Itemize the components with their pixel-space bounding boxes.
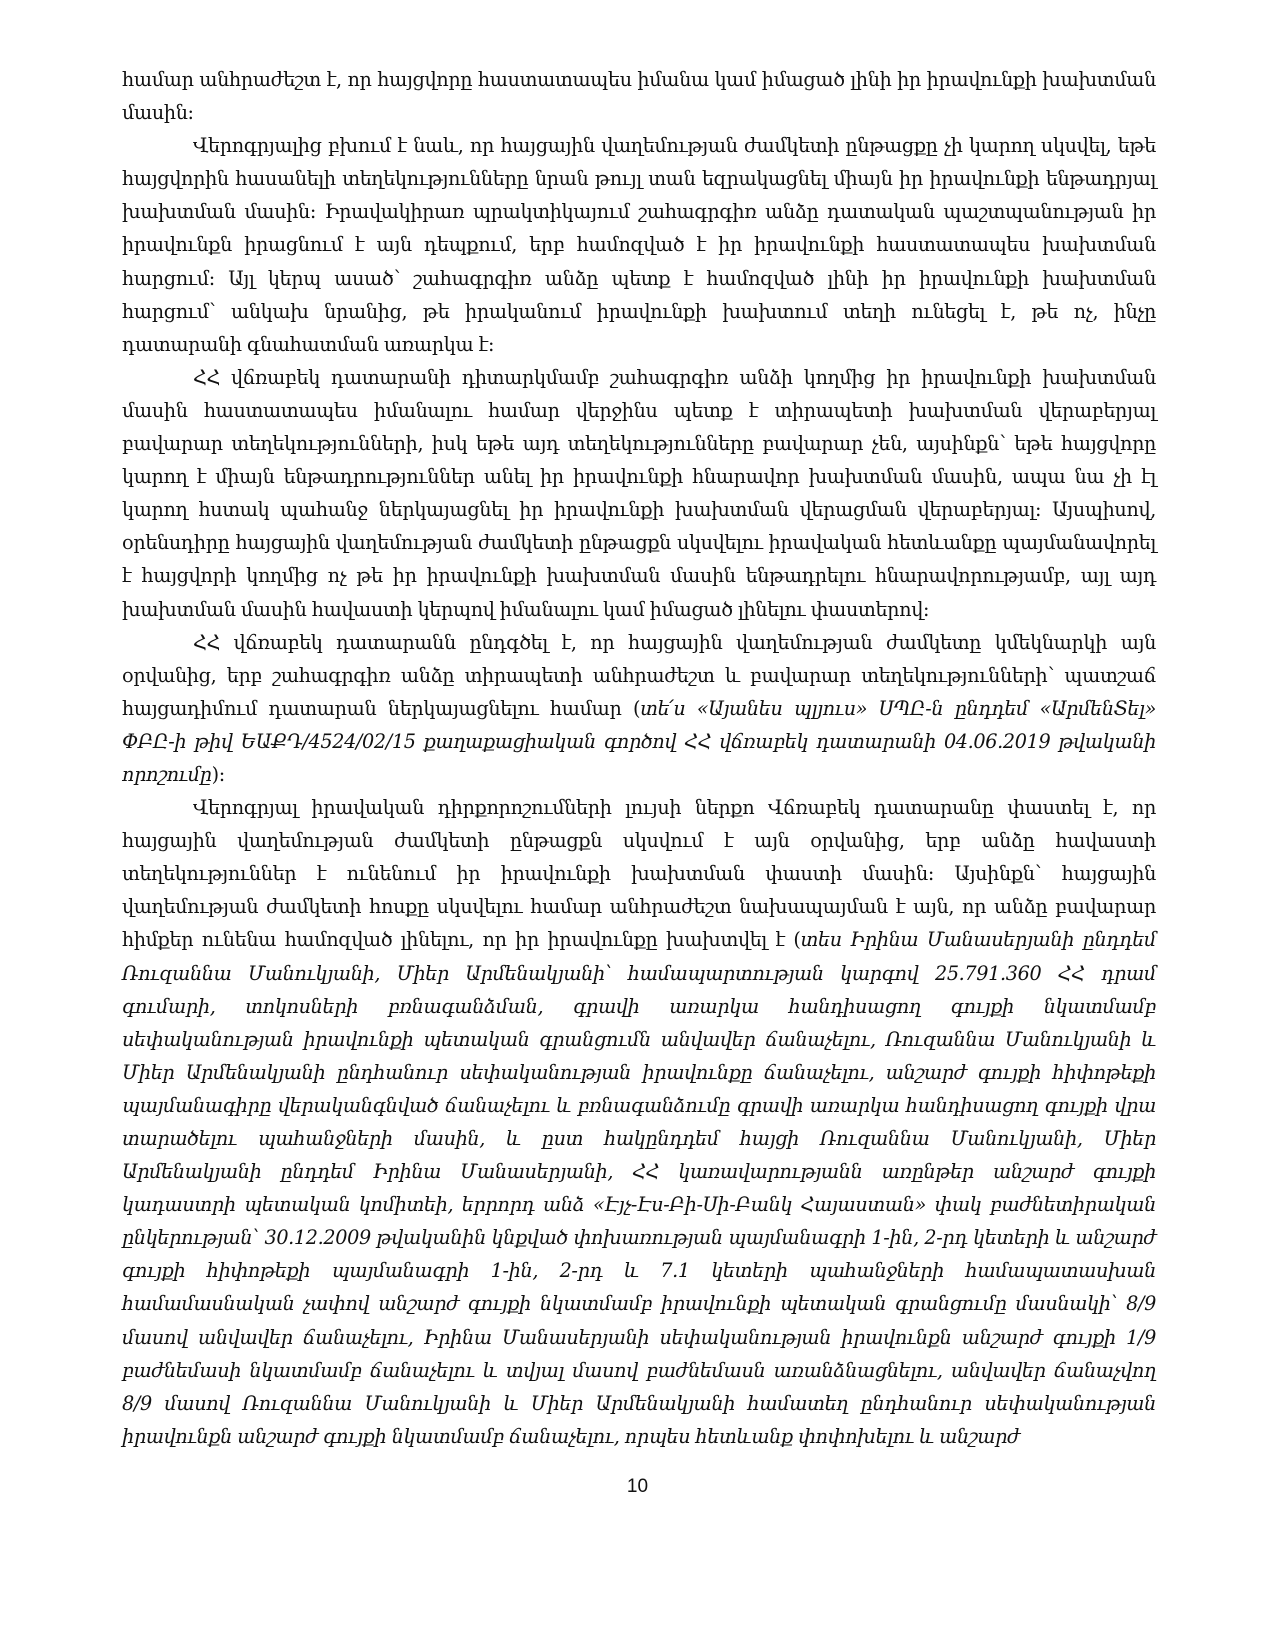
page-number: 10 <box>626 1476 649 1497</box>
paragraph-5-text: Վերոգրյալ իրավական դիրքորոշումների լույսի ներքո Վճռաբեկ դատարանը փաստել է, որ հայցային վաղեմության ժամկետի ընթացքն սկսվում է այն օրվանից, երբ անձը հավաստի տեղեկություններ է ունենում իր իրավունքի խախտման փաստի մասին: Այսինքն՝ հայցային վաղեմության ժամկետի հոսքը սկսվելու համար անհրաժեշտ նախապայման է այն, որ անձը բավարար հիմքեր ունենա համոզված լինելու, որ իր իրավունքը խախտվել է ( <box>122 796 1156 952</box>
paragraph-3 <box>122 361 1156 626</box>
paragraph-2 <box>122 129 1156 361</box>
paragraph-3-text: ՀՀ վճռաբեկ դատարանի դիտարկմամբ շահագրգիռ անձի կողմից իր իրավունքի խախտման մասին հաստատապես իմանալու համար վերջինս պետք է տիրապետի խախտման վերաբերյալ բավարար տեղեկությունների, իսկ եթե այդ տեղեկությունները բավարար չեն, այսինքն՝ եթե հայցվորը կարող է միայն ենթադրություններ անել իր իրավունքի հնարավոր խախտման մասին, ապա նա չի էլ կարող հստակ պահանջ ներկայացնել իր իրավունքի խախտման վերացման վերաբերյալ: Այսպիսով, օրենսդիրը հայցային վաղեմության ժամկետի ընթացքն սկսվելու իրավական հետևանքը պայմանավորել է հայցվորի կողմից ոչ թե իր իրավունքի խախտման մասին ենթադրելու հնարավորությամբ, այլ այդ խախտման մասին հավաստի կերպով իմանալու կամ իմացած լինելու փաստերով: <box>122 365 1156 621</box>
paragraph-4-text: ՀՀ վճռաբեկ դատարանն ընդգծել է, որ հայցային վաղեմության ժամկետը կմեկնարկի այն օրվանից, երբ շահագրգիռ անձը տիրապետի անհրաժեշտ և բավարար տեղեկությունների՝ պատշաճ հայցադիմում դատարան ներկայացնելու համար ( <box>122 630 1156 720</box>
paragraph-5-citation: տես Իրինա Մանասերյանի ընդդեմ Ռուզաննա Մանուկյանի, Միեր Արմենակյանի՝ համապարտության կարգով 25.791.360 ՀՀ դրամ գումարի, տոկոսների բռնագանձման, գրավի առարկա հանդիսացող գույքի նկատմամբ սեփականության իրավունքի պետական գրանցումն անվավեր ճանաչելու, Ռուզաննա Մանուկյանի և Միեր Արմենակյանի ընդհանուր սեփականության իրավունքը ճանաչելու, անշարժ գույքի հիփոթեքի պայմանագիրը վերականգնված ճանաչելու և բռնագանձումը գրավի առարկա հանդիսացող գույքի վրա տարածելու պահանջների մասին, և ըստ հակընդդեմ հայցի Ռուզաննա Մանուկյանի, Միեր Արմենակյանի ընդդեմ Իրինա Մանասերյանի, ՀՀ կառավարությանն առընթեր անշարժ գույքի կադաստրի պետական կոմիտեի, երրորդ անձ «Էյչ-Էս-Բի-Սի-Բանկ Հայաստան» փակ բաժնետիրական ընկերության՝ 30.12.2009 թվականին կնքված փոխառության պայմանագրի 1-ին, 2-րդ կետերի և անշարժ գույքի հիփոթեքի պայմանագրի 1-ին, 2-րդ և 7.1 կետերի պահանջների համապատասխան համամասնական չափով անշարժ գույքի նկատմամբ իրավունքի պետական գրանցումը մասնակի՝ 8/9 մասով անվավեր ճանաչելու, Իրինա Մանասերյանի սեփականության իրավունքն անշարժ գույքի 1/9 բաժնեմասի նկատմամբ ճանաչելու և տվյալ մասով բաժնեմասն առանձնացնելու, անվավեր ճանաչվող 8/9 մասով Ռուզաննա Մանուկյանի և Միեր Արմենակյանի համատեղ ընդհանուր սեփականության իրավունքն անշարժ գույքի նկատմամբ ճանաչելու, որպես հետևանք փոփոխելու և անշարժ <box>122 928 1156 1448</box>
paragraph-1 <box>122 63 1156 129</box>
paragraph-4 <box>122 626 1156 791</box>
paragraph-2-text: Վերոգրյալից բխում է նաև, որ հայցային վաղեմության ժամկետի ընթացքը չի կարող սկսվել, եթե հայցվորին հասանելի տեղեկությունները նրան թույլ տան եզրակացնել միայն իր իրավունքի ենթադրյալ խախտման մասին: Իրավակիրառ պրակտիկայում շահագրգիռ անձը դատական պաշտպանության իր իրավունքն իրացնում է այն դեպքում, երբ համոզված է իր իրավունքի հաստատապես խախտման հարցում: Այլ կերպ ասած՝ շահագրգիռ անձը պետք է համոզված լինի իր իրավունքի խախտման հարցում՝ անկախ նրանից, թե իրականում իրավունքի խախտում տեղի ունեցել է, թե ոչ, ինչը դատարանի գնահատման առարկա է: <box>122 134 1156 356</box>
paragraph-4-closing: ): <box>211 762 225 786</box>
document-body <box>122 63 1156 1453</box>
paragraph-4-citation: տե՛ս «Այանես պլյուս» ՍՊԸ-ն ընդդեմ «ԱրմենՏել» ՓԲԸ-ի թիվ ԵԱՔԴ/4524/02/15 քաղաքացիական գործով ՀՀ վճռաբեկ դատարանի 04.06.2019 թվականի որոշումը <box>122 696 1156 786</box>
paragraph-1-text: համար անհրաժեշտ է, որ հայցվորը հաստատապես իմանա կամ իմացած լինի իր իրավունքի խախտման մասին: <box>122 68 1156 125</box>
paragraph-5 <box>122 791 1156 1453</box>
